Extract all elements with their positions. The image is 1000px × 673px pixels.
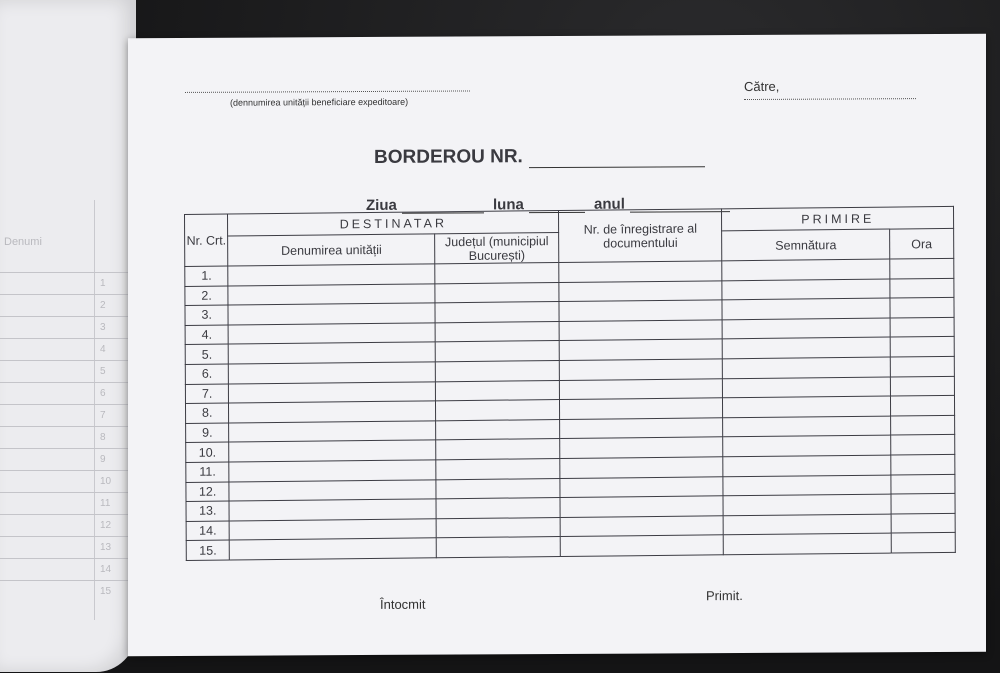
left-page <box>0 0 136 672</box>
row-number: 13. <box>186 501 230 521</box>
ghost-row-number: 4 <box>100 344 106 355</box>
cell-signature[interactable] <box>723 396 891 417</box>
ghost-row-line <box>0 404 128 405</box>
ghost-row-number: 8 <box>100 432 106 443</box>
row-number: 5. <box>185 344 229 364</box>
form-page <box>128 34 986 656</box>
cell-unit[interactable] <box>229 381 436 403</box>
form-title-text: BORDEROU NR. <box>374 146 523 168</box>
cell-registration[interactable] <box>560 437 723 458</box>
ghost-row-line <box>0 382 128 383</box>
sender-caption: (dennumirea unității beneficiare expeditoare) <box>230 96 409 108</box>
ghost-row-number: 13 <box>100 542 112 553</box>
row-number: 7. <box>185 384 229 404</box>
cell-signature[interactable] <box>723 416 891 437</box>
cell-signature[interactable] <box>723 435 891 456</box>
col-nr-header: Nr. Crt. <box>185 214 229 266</box>
cell-unit[interactable] <box>228 264 435 286</box>
cell-time[interactable] <box>891 494 955 514</box>
cell-county[interactable] <box>435 360 559 381</box>
row-number: 14. <box>186 521 230 541</box>
ghost-column-divider <box>94 200 95 620</box>
ghost-row-line <box>0 448 128 449</box>
cell-signature[interactable] <box>724 514 892 535</box>
dispatch-table-wrap <box>184 206 956 602</box>
sender-dotted-line <box>185 90 470 92</box>
dispatch-table <box>184 206 956 561</box>
cell-signature[interactable] <box>723 494 891 515</box>
cell-time[interactable] <box>890 356 954 376</box>
cell-registration[interactable] <box>559 339 722 360</box>
cell-county[interactable] <box>435 380 559 401</box>
cell-time[interactable] <box>890 317 954 337</box>
month-label: luna <box>493 196 524 214</box>
day-label: Ziua <box>366 196 397 215</box>
cell-unit[interactable] <box>228 283 435 305</box>
cell-registration[interactable] <box>559 320 722 341</box>
cell-signature[interactable] <box>723 377 891 398</box>
cell-signature[interactable] <box>723 475 891 496</box>
ghost-header-text: Denumi <box>4 236 42 248</box>
col-county-header: Județul (municipiul București) <box>435 233 559 264</box>
ghost-row-line <box>0 492 128 493</box>
ghost-row-line <box>0 316 128 317</box>
row-number: 12. <box>186 482 230 502</box>
ghost-row-line <box>0 580 128 581</box>
ghost-row-number: 3 <box>100 322 106 333</box>
cell-registration[interactable] <box>560 496 723 517</box>
cell-county[interactable] <box>435 302 559 323</box>
cell-unit[interactable] <box>229 342 436 364</box>
row-number: 8. <box>185 403 229 423</box>
cell-county[interactable] <box>436 458 560 479</box>
group-primire-header: PRIMIRE <box>722 206 954 230</box>
cell-unit[interactable] <box>228 303 435 325</box>
cell-time[interactable] <box>891 533 955 553</box>
cell-registration[interactable] <box>560 516 723 537</box>
to-dotted-line <box>744 98 916 100</box>
row-number: 11. <box>186 462 230 482</box>
year-label: anul <box>594 195 625 213</box>
cell-county[interactable] <box>435 263 559 284</box>
ghost-row-number: 15 <box>100 586 112 597</box>
prepared-label: Întocmit <box>380 596 426 612</box>
ghost-row-number: 12 <box>100 520 112 531</box>
cell-signature[interactable] <box>722 279 890 300</box>
cell-unit[interactable] <box>229 362 436 384</box>
cell-county[interactable] <box>436 400 560 421</box>
ghost-row-number: 6 <box>100 388 106 399</box>
cell-county[interactable] <box>436 498 560 519</box>
cell-signature[interactable] <box>724 533 892 554</box>
ghost-row-number: 1 <box>100 278 106 289</box>
cell-time[interactable] <box>891 435 955 455</box>
cell-signature[interactable] <box>723 455 891 476</box>
col-registration-header: Nr. de înregistrare al documentului <box>559 209 723 263</box>
ghost-row-number: 14 <box>100 564 112 575</box>
ghost-row-line <box>0 360 128 361</box>
ghost-row-line <box>0 536 128 537</box>
row-number: 2. <box>185 286 229 306</box>
ghost-row-number: 10 <box>100 476 112 487</box>
cell-time[interactable] <box>890 278 954 298</box>
cell-time[interactable] <box>890 396 954 416</box>
ghost-row-line <box>0 470 128 471</box>
ghost-row-line <box>0 272 128 273</box>
cell-county[interactable] <box>436 517 560 538</box>
cell-unit[interactable] <box>230 538 437 560</box>
ghost-row-line <box>0 514 128 515</box>
to-label: Către, <box>744 78 780 95</box>
ghost-row-line <box>0 426 128 427</box>
ghost-row-line <box>0 294 128 295</box>
cell-county[interactable] <box>436 537 560 558</box>
cell-registration[interactable] <box>560 398 723 419</box>
ghost-row-line <box>0 558 128 559</box>
row-number: 3. <box>185 305 229 325</box>
cell-county[interactable] <box>435 282 559 303</box>
cell-registration[interactable] <box>560 457 723 478</box>
cell-time[interactable] <box>891 513 955 533</box>
cell-county[interactable] <box>436 478 560 499</box>
cell-signature[interactable] <box>723 318 891 339</box>
row-number: 4. <box>185 325 229 345</box>
group-destinatar-header: DESTINATAR <box>228 211 559 236</box>
row-number: 1. <box>185 266 229 286</box>
row-number: 15. <box>186 540 230 560</box>
ghost-row-number: 2 <box>100 300 106 311</box>
cell-time[interactable] <box>890 337 954 357</box>
cell-unit[interactable] <box>229 421 436 443</box>
cell-unit[interactable] <box>229 460 436 482</box>
col-unit-header: Denumirea unității <box>228 234 435 266</box>
ghost-row-line <box>0 338 128 339</box>
received-label: Primit. <box>706 588 743 604</box>
number-blank <box>529 148 705 168</box>
ghost-row-number: 5 <box>100 366 106 377</box>
cell-registration[interactable] <box>560 535 723 556</box>
ghost-row-number: 11 <box>100 498 111 509</box>
cell-unit[interactable] <box>228 323 435 345</box>
cell-time[interactable] <box>890 415 954 435</box>
cell-county[interactable] <box>436 439 560 460</box>
cell-unit[interactable] <box>229 499 436 521</box>
table-body <box>185 258 956 560</box>
row-number: 10. <box>186 442 230 462</box>
cell-unit[interactable] <box>229 479 436 501</box>
cell-signature[interactable] <box>722 259 890 280</box>
cell-time[interactable] <box>891 454 955 474</box>
form-title <box>374 145 705 169</box>
cell-time[interactable] <box>890 258 954 278</box>
cell-registration[interactable] <box>559 359 722 380</box>
cell-registration[interactable] <box>559 280 722 301</box>
cell-county[interactable] <box>436 419 560 440</box>
cell-county[interactable] <box>435 321 559 342</box>
cell-time[interactable] <box>891 474 955 494</box>
cell-county[interactable] <box>435 341 559 362</box>
cell-time[interactable] <box>890 298 954 318</box>
col-time-header: Ora <box>889 228 953 259</box>
ghost-row-number: 7 <box>100 410 106 421</box>
cell-unit[interactable] <box>229 440 436 462</box>
cell-time[interactable] <box>890 376 954 396</box>
ghost-row-number: 9 <box>100 454 106 465</box>
cell-signature[interactable] <box>722 298 890 319</box>
cell-signature[interactable] <box>723 357 891 378</box>
cell-registration[interactable] <box>560 418 723 439</box>
row-number: 9. <box>186 423 230 443</box>
cell-unit[interactable] <box>230 519 437 541</box>
cell-unit[interactable] <box>229 401 436 423</box>
col-signature-header: Semnătura <box>722 229 890 261</box>
cell-registration[interactable] <box>559 261 722 282</box>
cell-registration[interactable] <box>560 378 723 399</box>
cell-registration[interactable] <box>559 300 722 321</box>
cell-signature[interactable] <box>723 337 891 358</box>
cell-registration[interactable] <box>560 476 723 497</box>
row-number: 6. <box>185 364 229 384</box>
